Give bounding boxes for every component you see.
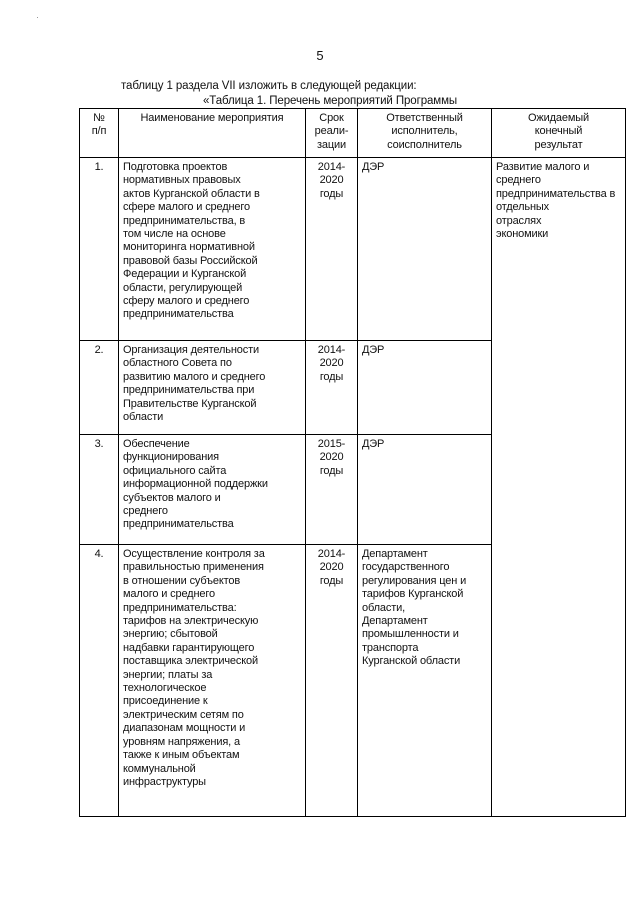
page-number: 5: [316, 48, 324, 63]
amendment-intro-text: таблицу 1 раздела VII изложить в следующей редакции:: [121, 80, 417, 92]
table-caption: «Таблица 1. Перечень мероприятий Программы: [203, 95, 458, 107]
row-number: 1.: [80, 158, 119, 341]
header-responsible-executor: Ответственный исполнитель, соисполнитель: [358, 109, 492, 158]
table-row: [80, 158, 626, 341]
implementation-term: 2014- 2020 годы: [306, 545, 358, 817]
row-number: 2.: [80, 341, 119, 435]
header-implementation-term: Срок реали- зации: [306, 109, 358, 158]
implementation-term: 2015- 2020 годы: [306, 435, 358, 545]
expected-result: Развитие малого и среднего предпринимательства в отдельных отраслях экономики: [492, 158, 626, 817]
responsible-executor: ДЭР: [358, 158, 492, 341]
responsible-executor: ДЭР: [358, 435, 492, 545]
responsible-executor: Департамент государственного регулирования цен и тарифов Курганской области, Департамент промышленности и транспорта Курганской области: [358, 545, 492, 817]
implementation-term: 2014- 2020 годы: [306, 341, 358, 435]
row-number: 3.: [80, 435, 119, 545]
activity-name: Подготовка проектов нормативных правовых актов Курганской области в сфере малого и среднего предпринимательства, в том числе на основе мониторинга нормативной правовой базы Российской Федерации и Курганской области, регулирующей сферу малого и среднего предпринимательства: [119, 158, 306, 341]
header-activity-name: Наименование мероприятия: [119, 109, 306, 158]
activity-name: Осуществление контроля за правильностью применения в отношении субъектов малого и среднего предпринимательства: тарифов на электрическую энергию; сбытовой надбавки гарантирующего поставщика электрической энергии; платы за технологическое присоединение к электрическим сетям по диапазонам мощности и уровням напряжения, а также к иным объектам коммунальной инфраструктуры: [119, 545, 306, 817]
row-number: 4.: [80, 545, 119, 817]
table-header-row: [80, 109, 626, 158]
implementation-term: 2014- 2020 годы: [306, 158, 358, 341]
activity-name: Организация деятельности областного Совета по развитию малого и среднего предпринимательства при Правительстве Курганской области: [119, 341, 306, 435]
programme-activities-table: [79, 108, 626, 817]
header-number: № п/п: [80, 109, 119, 158]
responsible-executor: ДЭР: [358, 341, 492, 435]
header-expected-result: Ожидаемый конечный результат: [492, 109, 626, 158]
page-corner-mark: ·: [36, 12, 39, 22]
activity-name: Обеспечение функционирования официального сайта информационной поддержки субъектов малого и среднего предпринимательства: [119, 435, 306, 545]
